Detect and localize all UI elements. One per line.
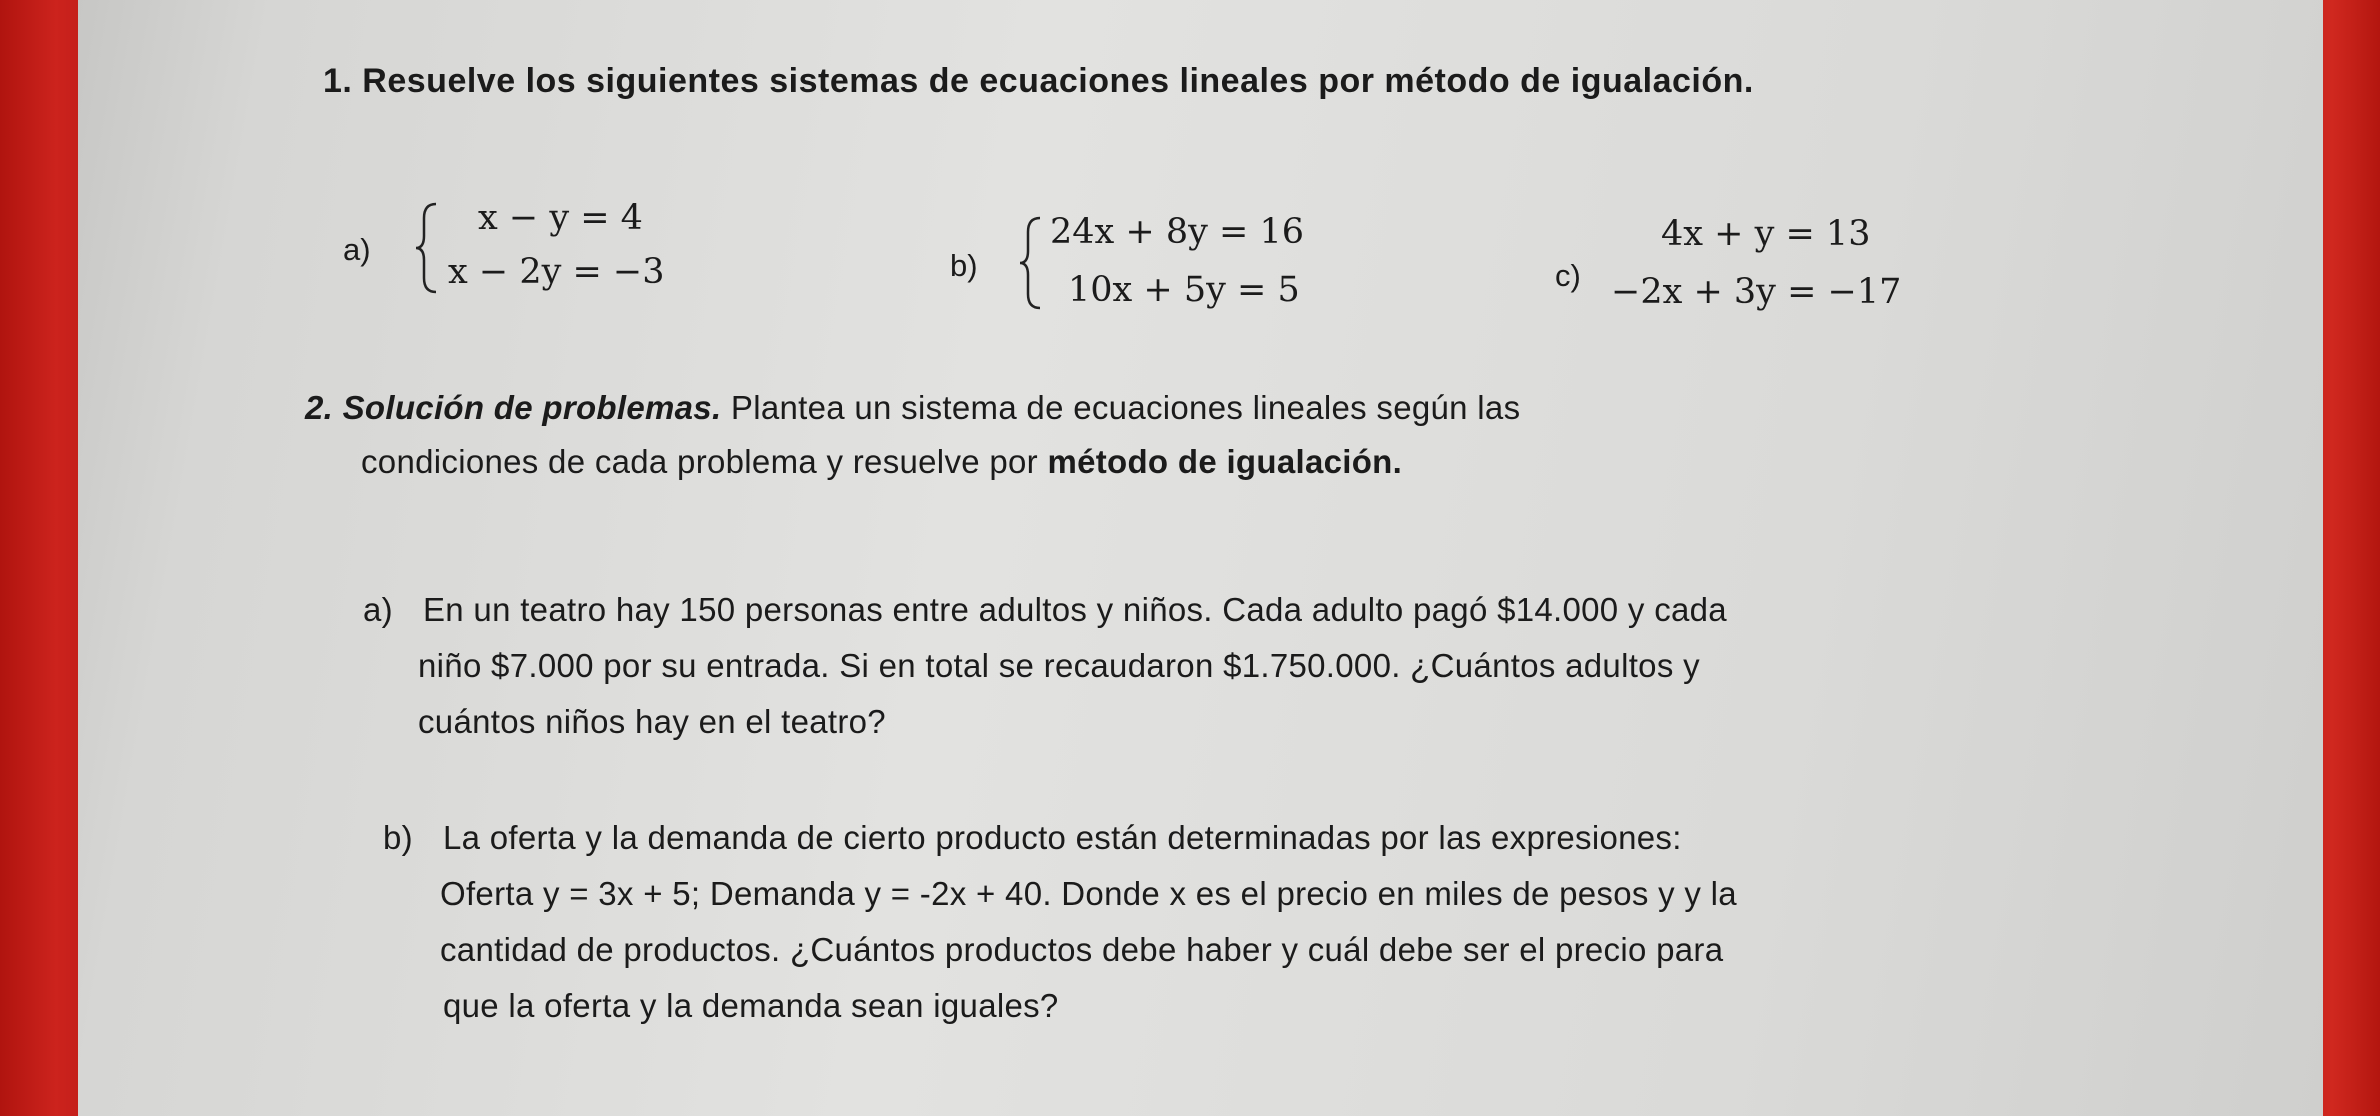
system-c-eq1: 4x + y = 13: [1661, 214, 1871, 254]
question-2-heading-rest: Plantea un sistema de ecuaciones lineales según las: [721, 389, 1521, 426]
question-2-heading: [305, 382, 1520, 434]
problem-b-line-2: Oferta y = 3x + 5; Demanda y = -2x + 40. Donde x es el precio en miles de pesos y y la: [440, 875, 1737, 912]
system-a-eq2: x − 2y = −3: [448, 252, 665, 292]
system-b-label: b): [950, 248, 978, 283]
system-a-brace: [414, 200, 442, 296]
system-b-eq1: 24x + 8y = 16: [1050, 212, 1305, 252]
system-b-brace: [1018, 214, 1046, 312]
system-b-eq2: 10x + 5y = 5: [1068, 270, 1300, 310]
question-1-heading: 1. Resuelve los siguientes sistemas de ecuaciones lineales por método de igualación.: [323, 62, 1754, 100]
system-a-label: a): [343, 232, 371, 267]
red-background-left: [0, 0, 80, 1116]
question-2-method-bold: método de igualación.: [1047, 443, 1403, 480]
worksheet-page: [78, 0, 2323, 1116]
problem-b-line-3: cantidad de productos. ¿Cuántos productos debe haber y cuál debe ser el precio para: [440, 931, 1724, 968]
problem-a-line-1: En un teatro hay 150 personas entre adultos y niños. Cada adulto pagó $14.000 y cada: [423, 591, 1727, 628]
problem-b-line-4: que la oferta y la demanda sean iguales?: [443, 987, 1059, 1024]
question-2-line-2: [361, 436, 1402, 488]
system-a-eq1: x − y = 4: [478, 198, 643, 238]
problem-b-line-1: La oferta y la demanda de cierto producto están determinadas por las expresiones:: [443, 819, 1682, 856]
problem-a-line-3: cuántos niños hay en el teatro?: [418, 703, 886, 740]
system-c-eq2: −2x + 3y = −17: [1611, 272, 1902, 312]
question-2-line-2-text: condiciones de cada problema y resuelve por: [361, 443, 1048, 480]
problem-a-label: a): [363, 591, 393, 628]
question-2-heading-bold: 2. Solución de problemas.: [305, 389, 722, 426]
problem-a-line-2: niño $7.000 por su entrada. Si en total se recaudaron $1.750.000. ¿Cuántos adultos y: [418, 647, 1700, 684]
system-c-label: c): [1555, 258, 1581, 293]
problem-b-label: b): [383, 819, 413, 856]
